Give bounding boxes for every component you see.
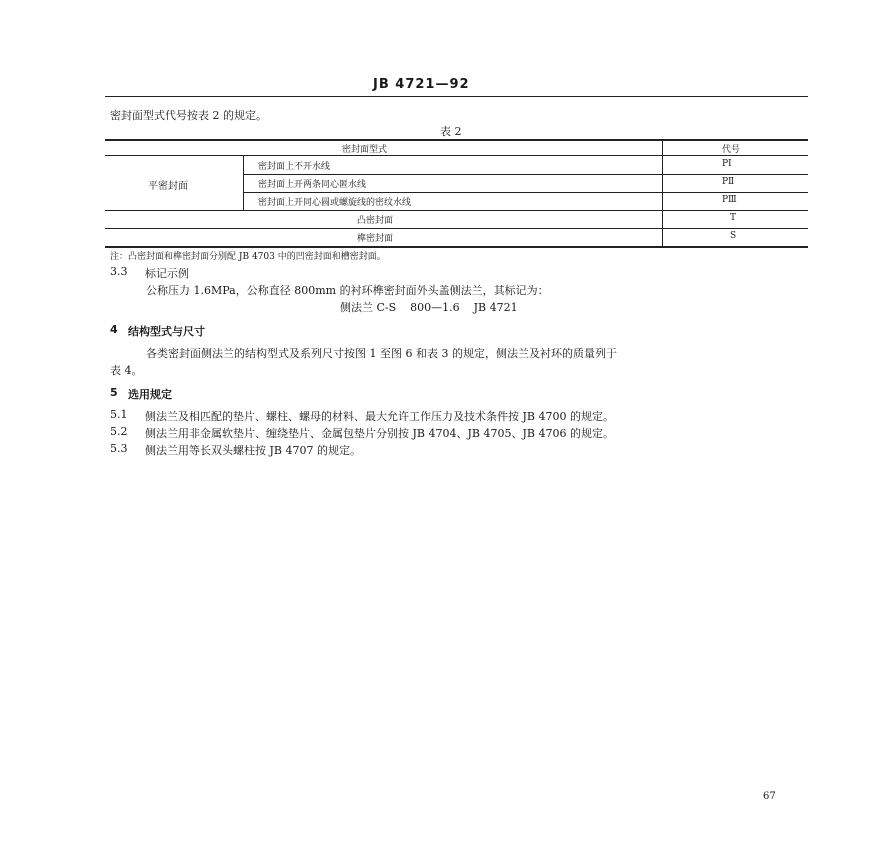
clause-text: 侧法兰用等长双头螺柱按 JB 4707 的规定。 <box>145 444 361 457</box>
clause-number: 5.1 <box>110 408 128 421</box>
table-col-divider <box>662 140 663 246</box>
table-row-code: PⅡ <box>722 177 735 187</box>
table-full-row-code: S <box>730 231 737 241</box>
table-header-type: 密封面型式 <box>342 145 388 155</box>
table-row-rule <box>105 210 808 211</box>
section-4-title: 结构型式与尺寸 <box>128 325 205 338</box>
document-number-header: JB 4721—92 <box>373 77 470 92</box>
table-top-rule <box>105 139 808 141</box>
table-row-rule <box>105 228 808 229</box>
table-full-row-code: T <box>730 213 737 223</box>
clause-text: 侧法兰用非金属软垫片、缠绕垫片、金属包垫片分别按 JB 4704、JB 4705、JB 4706 的规定。 <box>145 427 614 440</box>
group-label-flat-seal: 平密封面 <box>148 181 188 192</box>
table-row-desc: 密封面上开同心圆或螺旋线的密纹水线 <box>258 198 412 208</box>
table-full-row-label: 凸密封面 <box>357 216 394 226</box>
marking-example: 侧法兰 C-S 800—1.6 JB 4721 <box>340 301 518 314</box>
table-row-desc: 密封面上开两条同心匿水线 <box>258 180 367 190</box>
table-caption: 表 2 <box>440 125 462 138</box>
table-head-rule <box>105 155 808 156</box>
section-3-3-title: 标记示例 <box>145 267 189 280</box>
clause-number: 5.3 <box>110 442 128 455</box>
table-row-rule <box>243 192 808 193</box>
section-5-title: 选用规定 <box>128 388 172 401</box>
table-row-rule <box>243 174 808 175</box>
section-4-number: 4 <box>110 323 118 336</box>
intro-text: 密封面型式代号按表 2 的规定。 <box>110 109 267 122</box>
section-4-body-cont: 表 4。 <box>110 364 143 377</box>
table-col-divider <box>243 155 244 210</box>
section-3-3-number: 3.3 <box>110 265 128 278</box>
section-4-body: 各类密封面侧法兰的结构型式及系列尺寸按图 1 至图 6 和表 3 的规定，侧法兰及衬环的质量列于 <box>146 347 617 360</box>
page-number: 67 <box>763 791 776 802</box>
section-5-number: 5 <box>110 386 118 399</box>
table-row-code: PⅠ <box>722 159 732 169</box>
header-rule <box>105 96 808 97</box>
table-row-code: PⅢ <box>722 195 737 205</box>
table-header-code: 代号 <box>722 145 741 155</box>
clause-number: 5.2 <box>110 425 128 438</box>
section-3-3-body: 公称压力 1.6MPa，公称直径 800mm 的衬环榫密封面外头盖侧法兰，其标记为： <box>146 284 549 297</box>
table-full-row-label: 榫密封面 <box>357 234 394 244</box>
table-bottom-rule <box>105 246 808 248</box>
clause-text: 侧法兰及相匹配的垫片、螺柱、螺母的材料、最大允许工作压力及技术条件按 JB 4700 的规定。 <box>145 410 614 423</box>
table-row-desc: 密封面上不开水线 <box>258 162 331 172</box>
table-note: 注：凸密封面和榫密封面分别配 JB 4703 中的凹密封面和槽密封面。 <box>110 252 386 262</box>
